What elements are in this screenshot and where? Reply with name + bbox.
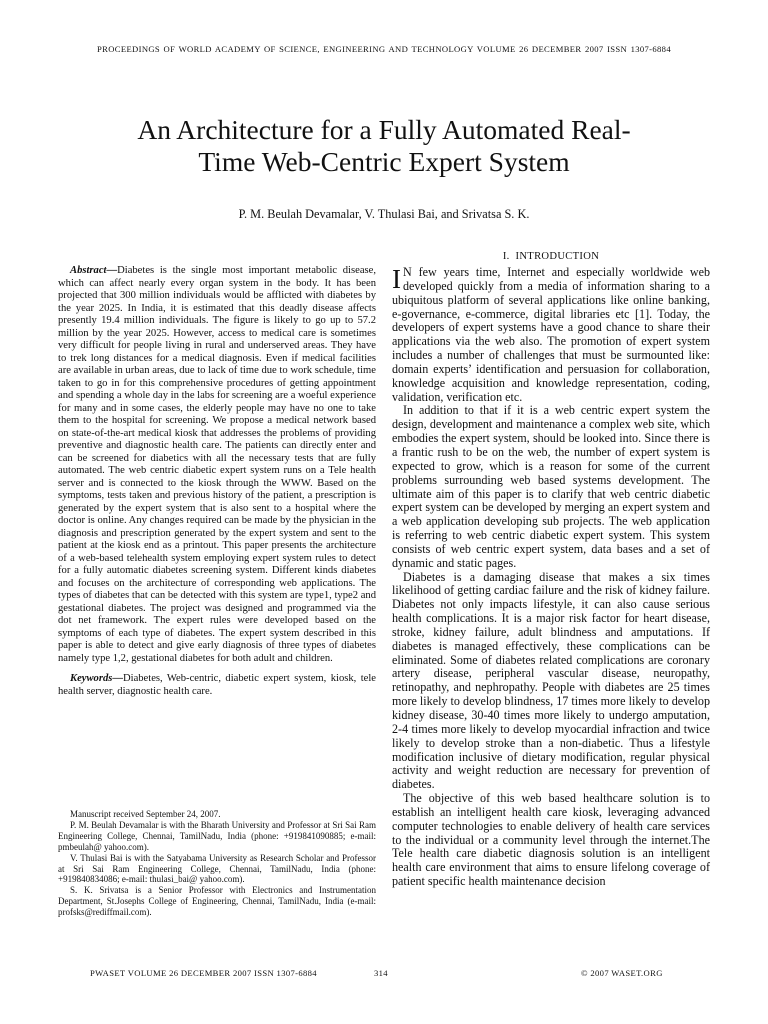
- keywords-dash: —: [112, 673, 123, 684]
- section-title-initial: I: [515, 251, 520, 262]
- running-head: PROCEEDINGS OF WORLD ACADEMY OF SCIENCE, ENGINEERING AND TECHNOLOGY VOLUME 26 DECEMBER 2007 ISSN 1307-6884: [97, 44, 671, 54]
- paper-title-line-1: An Architecture for a Fully Automated Real-: [137, 114, 631, 145]
- keywords-label: Keywords: [70, 673, 113, 684]
- footer-copyright: © 2007 WASET.ORG: [581, 968, 663, 978]
- drop-cap: I: [392, 264, 401, 294]
- abstract-text: Diabetes is the single most important metabolic disease, which can affect nearly every organ system in the body. It has been projected that 300 million individuals would be afflicted with diabetes by the year 2025. In India, it is estimated that this deadly disease affects presently 19.4 million individuals. The figure is likely to go up to 57.2 million by the year 2025. However, access to medical care is sometimes very difficult for people living in rural and underserved areas. They have to trek long distances for a medical diagnosis. Even if medical facilities are available in urban areas, due to lack of time due to work schedule, time taken to go in for this comprehensive procedures of getting appointment and spending a whole day in the labs for screening are a woeful experience for many and in some cases, the elderly people may have no one to take them to the hospital for screening. We propose a medical network based on state-of-the-art medical kiosk that addresses the problems of providing preventive and diagnostic health care. The patients can directly enter and can be screened for diabetics with all the necessary tests that are fully automated. The web centric diabetic expert system runs on a Tele health server and is connected to the kiosk through the WWW. Based on the symptoms, tests taken and previous history of the patient, a prescription is generated by the expert system that is also sent to a hospital where the doctor is online. Any changes required can be made by the physician in the diagnosis and prescription generated by the expert system and sent to the patient at the kiosk end as a printout. This paper presents the architecture of a web-based telehealth system employing expert system rules to detect for a fully automatic diabetes screening system. Different kinds diabetes and focuses on the architecture of corresponding web applications. The types of diabetes that can be detected with this system are type1, type2 and gestational diabetes. The project was designed and programmed via the dot net framework. The expert rules were developed based on the symptoms of each type of diabetes. The expert system described in this paper is able to detect and give early diagnosis of three types of diabetes namely type 1,2, gestational diabetes for both adult and children.: [58, 265, 376, 664]
- abstract-dash: —: [106, 265, 118, 276]
- footer-journal: PWASET VOLUME 26 DECEMBER 2007 ISSN 1307-6884: [90, 968, 317, 978]
- intro-paragraph-4: The objective of this web based healthcare solution is to establish an intelligent health care kiosk, leveraging advanced computer technologies to enable delivery of health care services to the individual or a community level through the internet.The Tele health care diabetic diagnosis solution is an intelligent health care environment that aims to ensure lifelong coverage of patient specific health maintenance decision: [392, 791, 710, 889]
- footnotes: [58, 809, 376, 918]
- page-number: 314: [374, 968, 388, 978]
- intro-paragraph-3: Diabetes is a damaging disease that makes a six times likelihood of getting cardiac failure and the risk of kidney failure. Diabetes not only impacts lifestyle, it can also cause serious health complications. It is a major risk factor for heart disease, stroke, kidney failure, adult blindness and amputations. If diabetes is managed effectively, these complications can be eliminated. Some of diabetes related complications are coronary artery disease, peripheral vascular disease, neuropathy, retinopathy, and nephropathy. People with diabetes are 25 times more likely to develop blindness, 17 times more likely to develop kidney disease, 30-40 times more likely to undergo amputation, 2-4 times more likely to develop myocardial infraction and twice likely to develop stroke than a non-diabetic. Thus a lifestyle modification inclusive of dietary modification, regular physical activity and weight reduction are necessary for prevention of diabetes.: [392, 569, 710, 792]
- paper-title: [60, 114, 708, 178]
- abstract-label: Abstract: [70, 265, 107, 276]
- footnote-author-2: V. Thulasi Bai is with the Satyabama University as Research Scholar and Professor at Sri Sai Ram Engineering College, Chennai, TamilNadu, India (phone: +919840834086; e-mail: thulasi_bai@ yahoo.com).: [58, 852, 376, 885]
- keywords-text: Diabetes, Web-centric, diabetic expert system, kiosk, tele health server, diagnostic health care.: [58, 673, 376, 697]
- right-column: [392, 251, 710, 889]
- intro-paragraph-1: [392, 266, 710, 404]
- section-title-rest: NTRODUCTION: [519, 251, 600, 262]
- paper-title-line-2: Time Web-Centric Expert System: [198, 146, 570, 177]
- footnote-author-3: S. K. Srivatsa is a Senior Professor with Electronics and Instrumentation Department, St.Josephs College of Engineering, Chennai, TamilNadu, India (e-mail: profsks@rediffmail.com).: [58, 885, 376, 918]
- section-heading: [392, 251, 710, 262]
- footnote-author-1: P. M. Beulah Devamalar is with the Bharath University and Professor at Sri Sai Ram Engineering College, Chennai, TamilNadu, India (phone: +919841090885; e-mail: pmbeulah@ yahoo.com).: [58, 819, 376, 852]
- author-list: P. M. Beulah Devamalar, V. Thulasi Bai, and Srivatsa S. K.: [238, 207, 530, 221]
- keywords: [58, 673, 376, 698]
- section-number: I.: [502, 251, 510, 262]
- abstract: [58, 265, 376, 665]
- intro-paragraph-2: In addition to that if it is a web centric expert system the design, development and maintenance a complex web site, which embodies the expert system, should be looked into. Since there is a frantic rush to be on the web, the number of expert system is expected to grow, which is a reason for some of the current problems surrounding web based systems development. The ultimate aim of this paper is to clarify that web centric diabetic expert system can be developed by merging an expert system and a web application developing sub projects. The web application is referring to web centric diabetic expert system. This system consists of web centric expert system, data bases and a set of dynamic and static pages.: [392, 403, 710, 570]
- footnote-manuscript: Manuscript received September 24, 2007.: [70, 809, 221, 819]
- left-column: [58, 265, 376, 698]
- intro-paragraph-1-text: N few years time, Internet and especially worldwide web developed quickly from a media of information sharing to a ubiquitous platform of several applications like online banking, e-governance, e-commerce, digital libraries etc [1]. Today, the developers of expert systems have a good chance to share their applications via the web also. The promotion of expert system includes a number of challenges that must be surmounted like: domain experts’ identification and persuasion for collaboration, knowledge acquisition and knowledge representation, coding, validation, verification etc.: [392, 265, 710, 404]
